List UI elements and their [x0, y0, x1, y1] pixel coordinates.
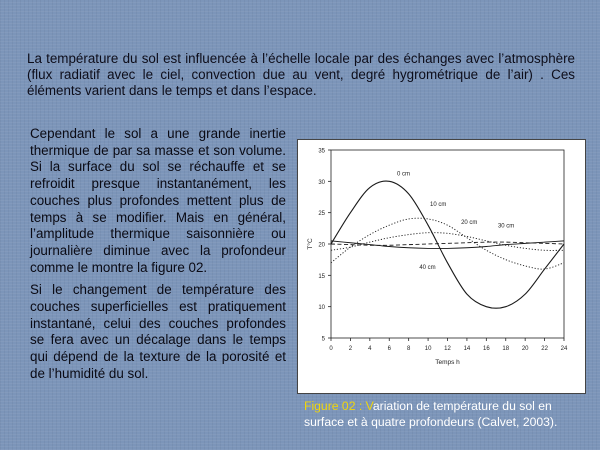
series-annotation: 30 cm	[497, 223, 515, 230]
x-tick-label: 22	[541, 346, 548, 352]
chart-labels	[306, 172, 514, 366]
figure-caption	[304, 398, 589, 430]
x-tick-label: 10	[424, 346, 432, 352]
caption-first-letter: V	[365, 399, 373, 413]
y-tick-label: 25	[318, 211, 325, 218]
x-tick-label: 18	[502, 346, 510, 352]
chart-axes	[318, 149, 568, 353]
caption-text: ariation de température du sol en surface et à quatre profondeurs (Calvet, 2003).	[304, 399, 558, 429]
y-tick-label: 35	[318, 148, 325, 155]
x-tick-label: 20	[521, 346, 529, 352]
intro-paragraph: La température du sol est influencée à l’échelle locale par des échanges avec l’atmosphère (flux radiatif avec le ciel, convection due au vent, degré hygrométrique de l’air) . Ces éléments varient dans le temps et dans l’espace.	[27, 51, 575, 98]
y-axis-label: T°C	[307, 238, 314, 250]
y-tick-label: 10	[318, 305, 325, 312]
x-tick-label: 4	[368, 346, 372, 352]
figure-02-chart	[297, 139, 586, 394]
temperature-chart-svg	[298, 140, 585, 393]
series-annotation: 10 cm	[430, 201, 447, 208]
x-tick-label: 16	[482, 346, 490, 352]
x-tick-label: 12	[444, 346, 451, 352]
series-annotation: 20 cm	[461, 219, 478, 226]
series-annotation: 0 cm	[397, 171, 411, 178]
y-tick-label: 15	[318, 273, 325, 280]
series-line-20-cm	[331, 233, 564, 251]
y-tick-label: 20	[318, 242, 325, 249]
series-line-10-cm	[331, 218, 564, 272]
x-tick-label: 6	[387, 346, 391, 352]
x-tick-label: 2	[348, 346, 353, 352]
x-tick-label: 24	[560, 346, 568, 352]
x-tick-label: 8	[406, 346, 411, 352]
series-annotation: 40 cm	[419, 265, 436, 272]
paragraph-surface-change: Si le changement de température des couches superficielles est pratiquement instantané, celui des couches profondes se fera avec un décalage dans le temps qui dépend de la texture de la porosité et de l’humidité du sol.	[30, 282, 286, 381]
y-tick-label: 5	[321, 336, 325, 343]
series-line-30-cm	[331, 242, 564, 245]
body-text-column	[30, 126, 286, 389]
x-axis-label: Temps h	[435, 359, 460, 366]
x-tick-label: 0	[329, 346, 333, 352]
series-line-40-cm	[331, 241, 564, 249]
x-tick-label: 14	[463, 346, 471, 352]
y-tick-label: 30	[318, 179, 325, 186]
chart-series	[331, 181, 564, 308]
paragraph-inertia: Cependant le sol a une grande inertie thermique de par sa masse et son volume. Si la surface du sol se réchauffe et se refroidit presque instantanément, les couches plus profondes mettent plus de temps à se modifier. Mais en général, l’amplitude thermique saisonnière ou journalière diminue avec la profondeur comme le montre la figure 02.	[30, 126, 286, 275]
caption-label: Figure 02 :	[304, 399, 366, 413]
